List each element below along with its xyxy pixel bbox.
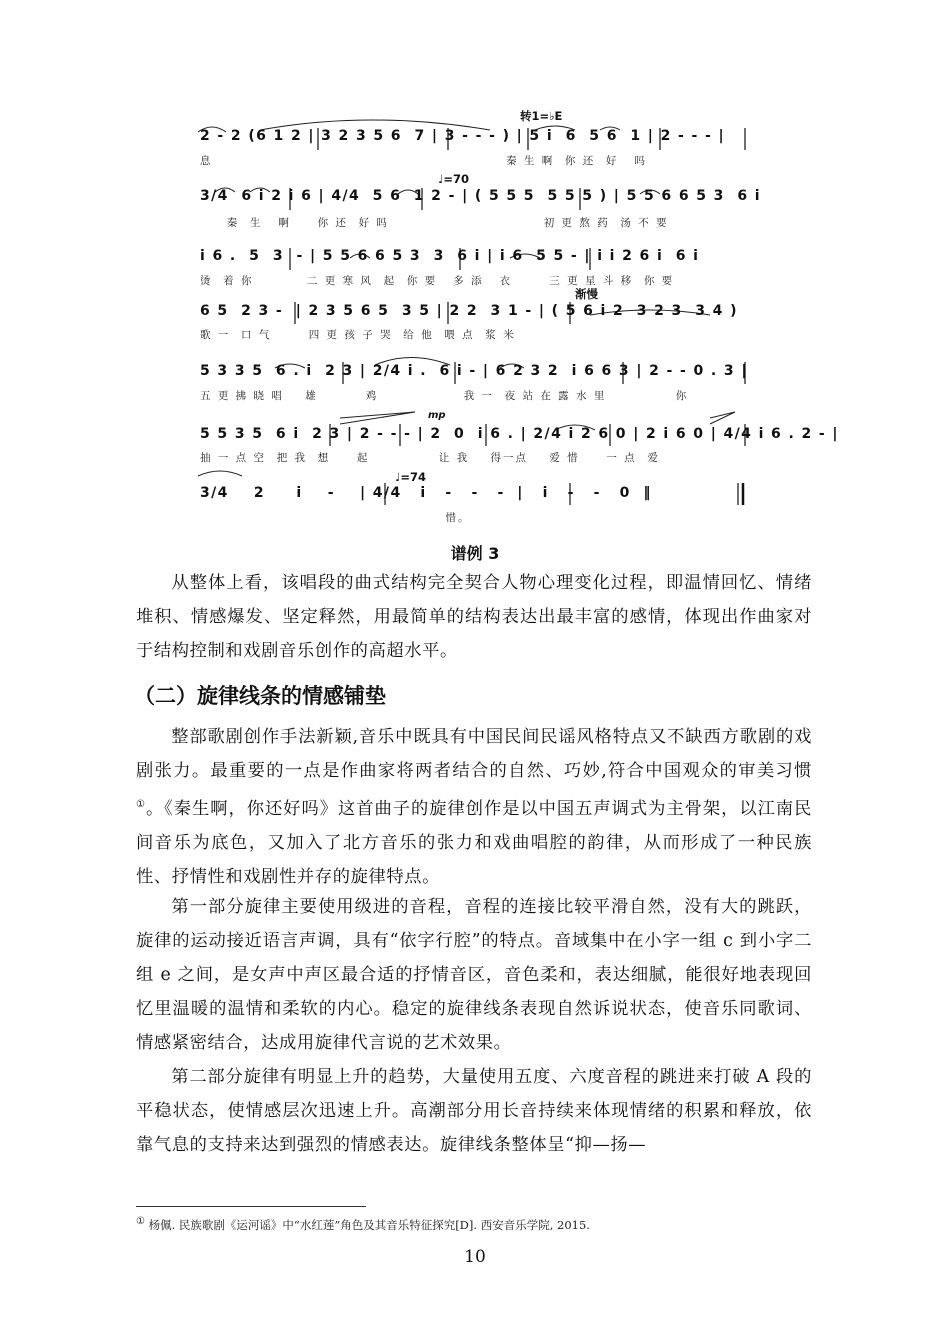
score-row-4-notes: 6 5 2 3 - | 2 3 5 6 5 3 5 | 2 2 3 1 - | ( 5 6 i 2 3 2 3 3 4 ) <box>200 303 738 319</box>
score-row-2-notes: 3/4 6 i 2 i 6 | 4/4 5 6 1 2 - | ( 5 5 5 5 5 5 ) | 5 5 6 6 5 3 6 i <box>200 188 761 204</box>
paragraph-3-text: 第一部分旋律主要使用级进的音程，音程的连接比较平滑自然，没有大的跳跃，旋律的运动接近语言声调，具有“依字行腔”的特点。音域集中在小字一组 c 到小字二组 e 之间，是女声中声区最合适的抒情音区，音色柔和，表达细腻，能很好地表现回忆里温暖的温情和柔软的内心。稳定的旋律线条表现自然诉说状态，使音乐同歌词、情感紧密结合，达成用旋律代言说的艺术效果。 <box>136 897 812 1053</box>
footnote-text: 杨佩. 民族歌剧《运河谣》中“水红莲”角色及其音乐特征探究[D]. 西安音乐学院, 2015. <box>148 1217 590 1232</box>
footnote-ref[interactable]: ① <box>136 799 146 810</box>
paragraph-4-text: 第二部分旋律有明显上升的趋势，大量使用五度、六度音程的跳进来打破 A 段的平稳状态，使情感层次迅速上升。高潮部分用长音持续来体现情绪的积累和释放，依靠气息的支持来达到强烈的情感表达。旋律线条整体呈“抑—扬— <box>136 1067 812 1155</box>
paragraph-1-text: 从整体上看，该唱段的曲式结构完全契合人物心理变化过程，即温情回忆、情绪堆积、情感爆发、坚定释然，用最简单的结构表达出最丰富的感情，体现出作曲家对于结构控制和戏剧音乐创作的高超水平。 <box>136 573 812 661</box>
score-row-2-lyrics: 秦 生 啊 你 还 好 吗 初 更 熬 药 汤 不 要 <box>200 217 669 229</box>
paragraph-3 <box>136 890 812 1060</box>
music-score <box>190 100 839 530</box>
score-row-4-lyrics: 歌 一 口 气 四 更 孩 子 哭 给 他 喂 点 浆 米 <box>200 329 516 341</box>
tempo-mark-70: ♩=70 <box>438 172 470 186</box>
paragraph-2-text-a: 整部歌剧创作手法新颖,音乐中既具有中国民间民谣风格特点又不缺西方歌剧的戏剧张力。最重要的一点是作曲家将两者结合的自然、巧妙,符合中国观众的审美习惯 <box>136 727 812 781</box>
score-row-1-notes: 2 - 2 (6 1 2 | 3 2 3 5 6 7 | 3 - - - ) | 5 i 6 5 6 1 | 2 - - - | <box>200 128 725 144</box>
score-row-1-lyrics: 息 秦 生 啊 你 还 好 吗 <box>200 155 647 167</box>
paragraph-2-text-b: 。《秦生啊，你还好吗》这首曲子的旋律创作是以中国五声调式为主骨架，以江南民间音乐为底色，又加入了北方音乐的张力和戏曲唱腔的韵律，从而形成了一种民族性、抒情性和戏剧性并存的旋律特点。 <box>136 798 812 887</box>
paragraph-4 <box>136 1060 812 1162</box>
tempo-mark-74: ♩=74 <box>395 470 427 484</box>
score-row-3-notes: i 6 . 5 3 - | 5 5 6 6 5 3 3 6 i | i 6 5 5 - | i i 2 6 i 6 i <box>200 248 700 264</box>
footnote <box>136 1216 590 1233</box>
score-row-5-lyrics: 五 更 拂 晓 唱 雄 鸡 我 一 夜 站 在 露 水 里 你 <box>200 390 689 402</box>
key-change-mark: 转1=♭E <box>520 109 563 123</box>
paragraph-1 <box>136 566 812 668</box>
dynamic-mark: mp <box>428 410 446 421</box>
score-caption: 谱例 3 <box>450 544 500 563</box>
paragraph-2 <box>136 720 812 894</box>
score-row-6-lyrics: 抽 一 点 空 把 我 想 起 让 我 得一点 爱 惜 一 点 爱 <box>200 452 660 464</box>
footnote-rule <box>136 1206 366 1207</box>
page-number: 10 <box>464 1247 486 1267</box>
section-heading: （二）旋律线条的情感铺垫 <box>134 684 386 708</box>
score-row-5-notes: 5 3 3 5 6 . i 2 3 | 2/4 i . 6 i - | 6 2 3 2 i 6 6 3 | 2 - - 0 . 3 | <box>200 363 748 379</box>
score-row-6-notes: 5 5 3 5 6 i 2 3 | 2 - - - | 2 0 i 6 . | 2/4 i 2 6 0 | 2 i 6 0 | 4/4 i 6 . 2 - | <box>200 426 839 442</box>
ritardando-mark: 渐慢 <box>575 287 598 301</box>
score-row-7-notes: 3/4 2 i - | 4/4 i - - - | i - - 0 ‖ <box>200 485 652 501</box>
score-row-3-lyrics: 烫 着 你 二 更 寒 风 起 你 要 多 添 衣 三 更 星 斗 移 你 要 <box>200 275 675 287</box>
score-row-7-lyrics: 惜。 <box>200 512 471 524</box>
footnote-mark: ① <box>136 1216 145 1227</box>
